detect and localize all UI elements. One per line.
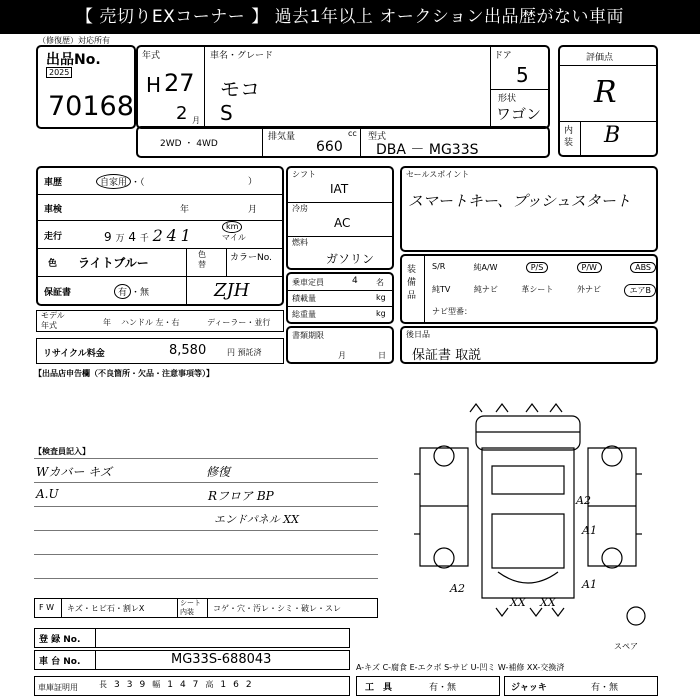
sales-point xyxy=(400,166,658,252)
cert-d2: 3 xyxy=(126,679,133,690)
fw-label: F W xyxy=(39,603,55,612)
fw-row xyxy=(34,598,378,618)
fw-text: キズ・ヒビ石・割レX xyxy=(67,604,145,613)
score-box xyxy=(558,45,658,157)
spec-block xyxy=(36,166,284,306)
model-year-row xyxy=(36,310,284,332)
equip-leather: 革シート xyxy=(521,285,554,294)
inspect-month: 月 xyxy=(248,205,258,215)
load-unit: kg xyxy=(376,293,386,302)
mark-a2-left: A2 xyxy=(450,582,465,595)
mileage-label: 走行 xyxy=(44,232,63,242)
mileage-unit-km: km xyxy=(222,221,242,233)
ac-value: AC xyxy=(334,216,351,230)
weight-label: 総重量 xyxy=(292,310,316,319)
sales-text: スマートキー、プッシュスタート xyxy=(408,192,631,210)
jack-label: ジャッキ xyxy=(511,683,547,693)
year-stamp: 2025 xyxy=(46,67,72,78)
interior-score: B xyxy=(604,123,621,148)
equipment xyxy=(400,254,658,324)
month-unit: 月 xyxy=(192,116,200,125)
disp-label: 排気量 xyxy=(268,132,296,142)
cc-unit: cc xyxy=(348,129,357,138)
cert-unit-height: 高 xyxy=(205,680,214,689)
body-shape: ワゴン xyxy=(496,105,542,123)
color-value: ライトブルー xyxy=(78,256,149,270)
jack-row xyxy=(504,676,658,696)
after-label: 後日品 xyxy=(406,330,430,339)
cert-row xyxy=(34,676,350,696)
load-label: 積載量 xyxy=(292,294,316,303)
mileage-sen: 4 xyxy=(128,230,136,244)
banner: 【 売切りEXコーナー 】 過去1年以上 オークション出品歴がない車両 xyxy=(0,0,700,34)
mileage-unit-mile: マイル xyxy=(222,233,246,242)
month-value: 2 xyxy=(176,103,188,124)
report-label: 【出品店申告欄（不良箇所・欠品・注意事項等）】 xyxy=(34,369,214,378)
spare-label: スペア xyxy=(614,642,638,651)
equip-pw: P/W xyxy=(577,262,602,273)
score-label: 評価点 xyxy=(586,53,614,63)
lot-box xyxy=(36,45,136,129)
cert-d8: 6 xyxy=(233,679,239,690)
handle: ハンドル 左・右 xyxy=(121,318,180,327)
cert-label: 車庫証明用 xyxy=(38,683,78,692)
equip-ext-navi: 外ナビ xyxy=(576,285,601,294)
warranty-label: 保証書 xyxy=(44,288,72,298)
cert-unit-length: 長 xyxy=(99,680,107,689)
equip-abs: ABS xyxy=(630,262,656,273)
shift-label: シフト xyxy=(292,170,316,179)
damage-legend: A-キズ C-腐食 E-エクボ S-サビ U-凹ミ W-補修 XX-交換済 xyxy=(356,663,565,672)
fuel-label: 燃料 xyxy=(292,238,308,247)
era: H xyxy=(146,73,162,97)
recycle-row xyxy=(36,338,284,364)
warranty-no: ・無 xyxy=(131,288,150,298)
history-paren: ・（ xyxy=(131,178,145,188)
expiry-day: 日 xyxy=(378,351,386,360)
chassis-number: MG33S-688043 xyxy=(171,652,272,667)
mid-block xyxy=(286,166,394,270)
color-number: ZJH xyxy=(214,280,250,301)
equip-airbag: エアB xyxy=(624,284,656,297)
note-right-1: 修復 xyxy=(206,465,231,479)
drive-row xyxy=(136,126,550,158)
equip-tv: 純TV xyxy=(432,285,451,294)
after-items xyxy=(400,326,658,364)
tools-row xyxy=(356,676,500,696)
car-diagram xyxy=(400,396,670,634)
top-note: （修復歴）対応所有 xyxy=(38,36,110,45)
door-label: ドア xyxy=(494,51,512,61)
note-left-2: A.U xyxy=(36,487,59,501)
reg-row xyxy=(34,628,350,648)
note-right-3: エンドパネル XX xyxy=(214,513,299,526)
equip-alloy: 純A/W xyxy=(473,263,498,272)
capacity-label: 乗車定員 xyxy=(292,278,324,287)
mileage-man: 9 xyxy=(104,230,112,244)
cert-d9: 2 xyxy=(245,679,252,690)
cert-d4: 1 xyxy=(167,679,173,690)
expiry-month: 月 xyxy=(338,351,346,360)
capacity-value: 4 xyxy=(352,276,358,286)
model-year-unit: 年 xyxy=(103,318,111,327)
equip-ps: P/S xyxy=(526,262,549,273)
ac-label: 冷房 xyxy=(292,204,308,213)
mileage-d2: 4 xyxy=(166,226,177,245)
cert-d3: 9 xyxy=(139,679,146,690)
tools-label: 工 具 xyxy=(365,683,393,693)
grade: S xyxy=(220,101,233,125)
seat-label: シート内装 xyxy=(180,599,201,616)
displacement: 660 xyxy=(316,139,343,155)
capacity-block xyxy=(286,272,394,324)
inspector-label: 【検査員記入】 xyxy=(34,447,90,456)
capacity-unit: 名 xyxy=(376,278,384,287)
equip-sr: S/R xyxy=(432,262,446,271)
name-label: 車名・グレード xyxy=(210,51,274,61)
mark-xx-1: XX xyxy=(510,596,526,609)
lot-label: 出品No. xyxy=(46,52,101,68)
interior-label: 内装 xyxy=(564,126,574,148)
history-label: 車歴 xyxy=(44,178,63,188)
model-year-label: モデル年式 xyxy=(41,311,65,330)
color-change: 色替 xyxy=(198,250,206,269)
dealer: ディーラー・並行 xyxy=(207,318,271,327)
mark-a1-right: A1 xyxy=(582,524,597,537)
score-value: R xyxy=(594,75,617,110)
tools-options: 有・無 xyxy=(429,683,457,693)
year-label: 年式 xyxy=(142,51,161,61)
mileage-sen-unit: 千 xyxy=(139,234,149,244)
mileage-man-unit: 万 xyxy=(115,234,125,244)
seat-text: コゲ・穴・汚レ・シミ・破レ・スレ xyxy=(213,604,341,613)
color-no-label: カラーNo. xyxy=(230,253,272,263)
shift-value: IAT xyxy=(330,182,349,196)
type-label: 型式 xyxy=(368,132,387,142)
inspect-year: 年 xyxy=(180,205,190,215)
door-count: 5 xyxy=(516,63,529,87)
warranty-yes: 有 xyxy=(114,284,131,299)
chassis-row xyxy=(34,650,350,670)
cert-unit-width: 幅 xyxy=(152,680,161,689)
mark-a1-rear: A1 xyxy=(582,578,597,591)
inspect-label: 車検 xyxy=(44,205,63,215)
navi-label: ナビ型番： xyxy=(432,307,472,316)
sales-label: セールスポイント xyxy=(406,170,470,179)
history-private: 自家用 xyxy=(96,174,131,189)
mileage-d3: 1 xyxy=(180,226,191,245)
model-code: DBA － MG33S xyxy=(376,142,479,158)
recycle-label: リサイクル料金 xyxy=(43,349,105,359)
recycle-unit: 円 預託済 xyxy=(227,348,262,357)
fuel-value: ガソリン xyxy=(326,252,375,266)
expiry-label: 書類期限 xyxy=(292,331,324,340)
mileage-d1: 2 xyxy=(152,226,163,245)
equip-label: 装備品 xyxy=(407,265,417,301)
chassis-label: 車 台 No. xyxy=(39,657,81,667)
recycle-amount: 8,580 xyxy=(169,343,207,358)
color-label: 色 xyxy=(48,259,58,269)
vehicle-header xyxy=(136,45,550,129)
weight-unit: kg xyxy=(376,309,386,318)
year-value: 27 xyxy=(164,69,195,97)
cert-d7: 1 xyxy=(220,679,227,690)
reg-label: 登 録 No. xyxy=(39,635,81,645)
mark-xx-2: XX xyxy=(540,596,556,609)
shape-label: 形状 xyxy=(498,94,517,104)
lot-number: 70168 xyxy=(48,91,134,122)
cert-d6: 7 xyxy=(192,679,199,690)
cert-d1: 3 xyxy=(114,679,120,690)
cert-d5: 4 xyxy=(179,679,186,690)
jack-options: 有・無 xyxy=(591,683,619,693)
mark-a2-right: A2 xyxy=(576,494,591,507)
note-left-1: Wカバー キズ xyxy=(36,465,112,479)
note-right-2: Rフロア BP xyxy=(208,489,274,503)
equip-navi: 純ナビ xyxy=(473,285,498,294)
model-name: モコ xyxy=(220,77,260,101)
history-close: ） xyxy=(248,177,258,187)
expiry-block xyxy=(286,326,394,364)
drive-type: 2WD ・ 4WD xyxy=(160,139,218,149)
after-text: 保証書 取説 xyxy=(412,348,482,363)
